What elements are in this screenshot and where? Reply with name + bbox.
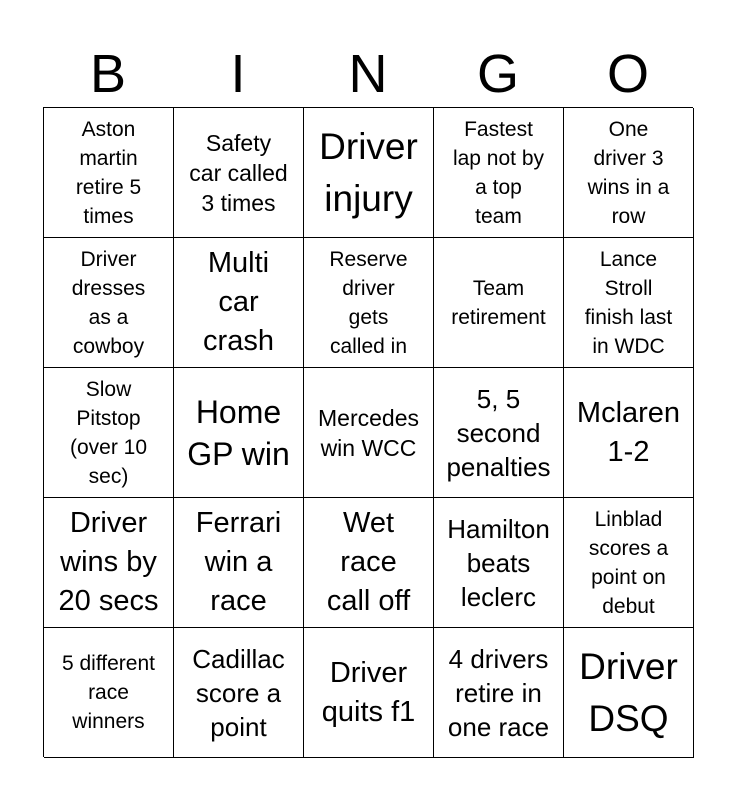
bingo-cell[interactable] bbox=[304, 498, 434, 628]
cell-text: 5, 5 second penalties bbox=[446, 383, 551, 482]
bingo-cell[interactable] bbox=[434, 628, 564, 758]
cell-text: Multi car crash bbox=[203, 247, 274, 357]
bingo-cell[interactable] bbox=[304, 238, 434, 368]
cell-text: Driver dresses as a cowboy bbox=[71, 247, 146, 358]
bingo-cell[interactable] bbox=[564, 108, 694, 238]
cell-text: Driver DSQ bbox=[579, 645, 678, 739]
cell-text: Ferrari win a race bbox=[195, 507, 282, 617]
cell-text: Lance Stroll finish last in WDC bbox=[584, 247, 673, 358]
bingo-cell[interactable] bbox=[304, 628, 434, 758]
cell-text: Fastest lap not by a top team bbox=[452, 117, 545, 228]
bingo-cell[interactable] bbox=[564, 498, 694, 628]
bingo-cell[interactable] bbox=[174, 498, 304, 628]
bingo-cell[interactable] bbox=[44, 498, 174, 628]
header-letter-n: N bbox=[348, 44, 388, 104]
cell-text: Driver injury bbox=[319, 125, 418, 219]
cell-text: Home GP win bbox=[187, 393, 290, 472]
bingo-cell[interactable] bbox=[434, 368, 564, 498]
cell-text: Wet race call off bbox=[326, 507, 411, 617]
header-letter-g: G bbox=[476, 44, 519, 104]
cell-text: Reserve driver gets called in bbox=[329, 247, 408, 358]
cell-text: One driver 3 wins in a row bbox=[587, 117, 670, 228]
bingo-cell[interactable] bbox=[174, 108, 304, 238]
cell-text: Safety car called 3 times bbox=[189, 129, 288, 216]
cell-text: Team retirement bbox=[451, 276, 546, 329]
header-letter-i: I bbox=[230, 44, 246, 104]
cell-text: Linblad scores a point on debut bbox=[588, 507, 669, 618]
bingo-cell[interactable] bbox=[434, 108, 564, 238]
bingo-cell[interactable] bbox=[44, 108, 174, 238]
cell-text: Aston martin retire 5 times bbox=[75, 117, 142, 228]
header-letter-o: O bbox=[606, 44, 649, 104]
bingo-cell[interactable] bbox=[564, 238, 694, 368]
bingo-cell[interactable] bbox=[174, 628, 304, 758]
bingo-grid bbox=[43, 107, 693, 757]
bingo-cell[interactable] bbox=[564, 368, 694, 498]
header-letter-b: B bbox=[89, 44, 127, 104]
bingo-cell[interactable] bbox=[44, 368, 174, 498]
bingo-cell[interactable] bbox=[174, 368, 304, 498]
cell-text: Hamilton beats leclerc bbox=[447, 513, 550, 612]
bingo-cell[interactable] bbox=[44, 628, 174, 758]
bingo-header bbox=[43, 40, 693, 108]
bingo-cell[interactable] bbox=[174, 238, 304, 368]
bingo-cell[interactable] bbox=[44, 238, 174, 368]
cell-text: Driver quits f1 bbox=[321, 656, 416, 728]
cell-text: Driver wins by 20 secs bbox=[58, 507, 159, 617]
bingo-cell[interactable] bbox=[434, 498, 564, 628]
cell-text: 5 different race winners bbox=[61, 652, 155, 733]
cell-text: Mercedes win WCC bbox=[318, 404, 419, 461]
cell-text: 4 drivers retire in one race bbox=[447, 643, 550, 742]
cell-text: Mclaren 1-2 bbox=[576, 396, 681, 468]
bingo-cell[interactable] bbox=[304, 108, 434, 238]
cell-text: Cadillac score a point bbox=[192, 643, 285, 742]
bingo-cell[interactable] bbox=[564, 628, 694, 758]
bingo-cell[interactable] bbox=[434, 238, 564, 368]
cell-text: Slow Pitstop (over 10 sec) bbox=[69, 377, 148, 488]
bingo-cell[interactable] bbox=[304, 368, 434, 498]
